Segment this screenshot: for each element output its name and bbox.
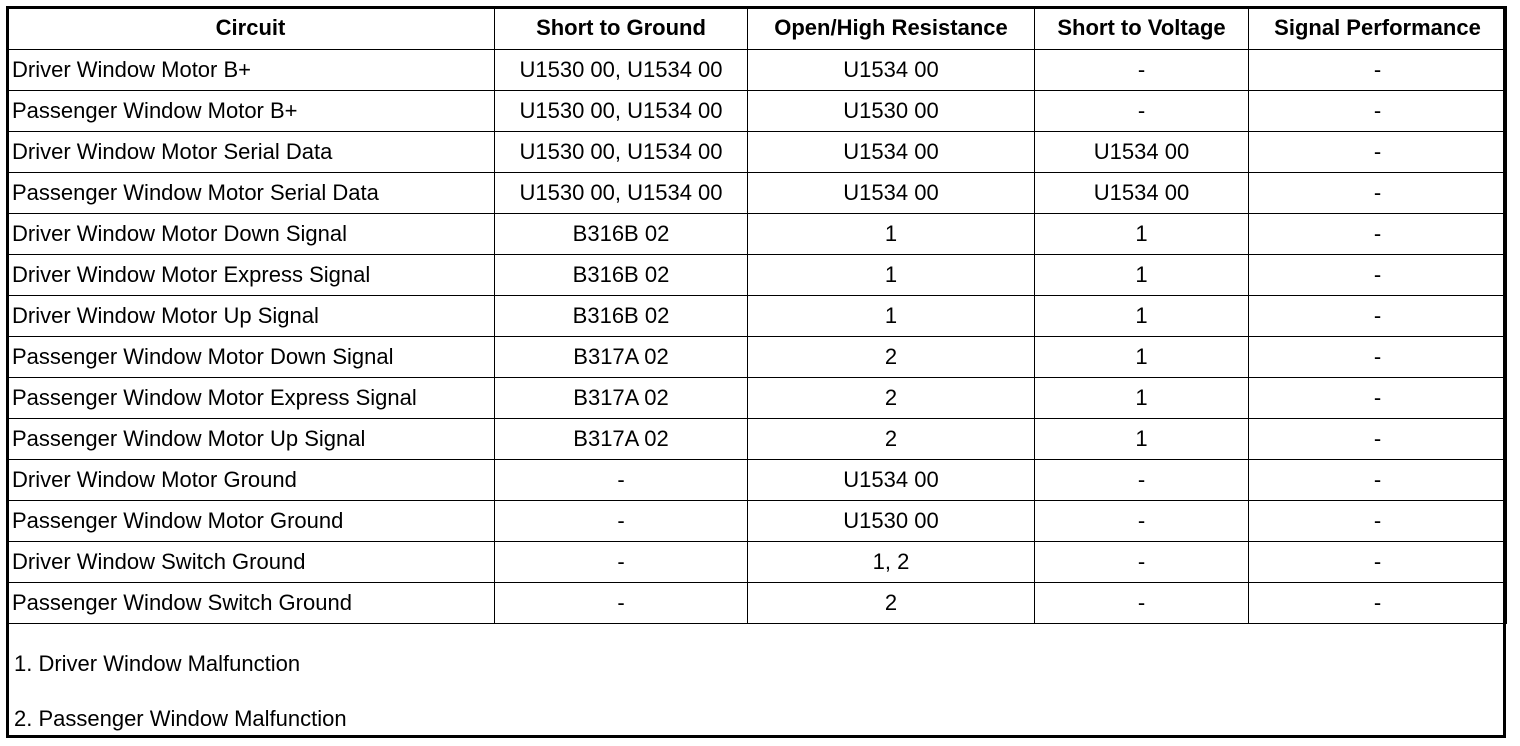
footnote-passenger-window: 2. Passenger Window Malfunction: [14, 706, 347, 731]
cell-circuit: Passenger Window Motor Up Signal: [7, 419, 495, 460]
cell-open-high-resistance: 1, 2: [748, 542, 1035, 583]
cell-signal-performance: -: [1249, 460, 1507, 501]
cell-open-high-resistance: 2: [748, 337, 1035, 378]
cell-short-to-ground: -: [495, 501, 748, 542]
cell-open-high-resistance: 1: [748, 255, 1035, 296]
cell-signal-performance: -: [1249, 501, 1507, 542]
table-row: [7, 214, 1507, 255]
cell-short-to-voltage: 1: [1035, 378, 1249, 419]
dtc-circuit-table: [6, 6, 1507, 624]
cell-short-to-voltage: 1: [1035, 419, 1249, 460]
cell-open-high-resistance: 1: [748, 214, 1035, 255]
table-row: [7, 419, 1507, 460]
cell-circuit: Driver Window Switch Ground: [7, 542, 495, 583]
cell-short-to-ground: B317A 02: [495, 378, 748, 419]
cell-short-to-ground: B316B 02: [495, 214, 748, 255]
table-row: [7, 501, 1507, 542]
cell-short-to-ground: B317A 02: [495, 419, 748, 460]
cell-circuit: Passenger Window Motor Serial Data: [7, 173, 495, 214]
cell-short-to-ground: -: [495, 542, 748, 583]
cell-open-high-resistance: U1530 00: [748, 501, 1035, 542]
table-row: [7, 542, 1507, 583]
cell-signal-performance: -: [1249, 91, 1507, 132]
table-row: [7, 173, 1507, 214]
cell-short-to-ground: U1530 00, U1534 00: [495, 50, 748, 91]
cell-short-to-voltage: -: [1035, 542, 1249, 583]
cell-short-to-ground: U1530 00, U1534 00: [495, 132, 748, 173]
table-row: [7, 132, 1507, 173]
cell-short-to-voltage: -: [1035, 501, 1249, 542]
cell-signal-performance: -: [1249, 542, 1507, 583]
cell-short-to-voltage: -: [1035, 460, 1249, 501]
cell-short-to-voltage: -: [1035, 91, 1249, 132]
cell-short-to-ground: B316B 02: [495, 255, 748, 296]
cell-circuit: Passenger Window Motor Down Signal: [7, 337, 495, 378]
footnotes: [9, 641, 1503, 735]
cell-signal-performance: -: [1249, 419, 1507, 460]
cell-short-to-ground: -: [495, 460, 748, 501]
cell-open-high-resistance: 2: [748, 583, 1035, 624]
cell-circuit: Passenger Window Motor Ground: [7, 501, 495, 542]
table-row: [7, 337, 1507, 378]
cell-short-to-voltage: U1534 00: [1035, 173, 1249, 214]
cell-short-to-voltage: -: [1035, 50, 1249, 91]
cell-circuit: Passenger Window Motor Express Signal: [7, 378, 495, 419]
table-row: [7, 583, 1507, 624]
column-header-short-to-ground: Short to Ground: [495, 7, 748, 50]
cell-signal-performance: -: [1249, 214, 1507, 255]
cell-open-high-resistance: U1534 00: [748, 460, 1035, 501]
cell-circuit: Passenger Window Switch Ground: [7, 583, 495, 624]
cell-short-to-voltage: U1534 00: [1035, 132, 1249, 173]
cell-short-to-voltage: 1: [1035, 255, 1249, 296]
header-row: [7, 7, 1507, 50]
column-header-short-to-voltage: Short to Voltage: [1035, 7, 1249, 50]
cell-signal-performance: -: [1249, 583, 1507, 624]
footnote-driver-window: 1. Driver Window Malfunction: [14, 651, 301, 676]
cell-open-high-resistance: U1534 00: [748, 173, 1035, 214]
cell-circuit: Driver Window Motor Up Signal: [7, 296, 495, 337]
cell-short-to-ground: B317A 02: [495, 337, 748, 378]
table-row: [7, 378, 1507, 419]
cell-short-to-voltage: 1: [1035, 337, 1249, 378]
cell-short-to-voltage: -: [1035, 583, 1249, 624]
cell-circuit: Driver Window Motor B+: [7, 50, 495, 91]
cell-circuit: Driver Window Motor Express Signal: [7, 255, 495, 296]
cell-signal-performance: -: [1249, 337, 1507, 378]
cell-short-to-ground: -: [495, 583, 748, 624]
cell-short-to-voltage: 1: [1035, 296, 1249, 337]
cell-signal-performance: -: [1249, 132, 1507, 173]
table-row: [7, 255, 1507, 296]
table-row: [7, 296, 1507, 337]
cell-open-high-resistance: 1: [748, 296, 1035, 337]
cell-short-to-ground: U1530 00, U1534 00: [495, 173, 748, 214]
cell-signal-performance: -: [1249, 173, 1507, 214]
cell-short-to-ground: U1530 00, U1534 00: [495, 91, 748, 132]
cell-open-high-resistance: U1534 00: [748, 132, 1035, 173]
cell-circuit: Driver Window Motor Ground: [7, 460, 495, 501]
cell-signal-performance: -: [1249, 296, 1507, 337]
cell-signal-performance: -: [1249, 255, 1507, 296]
cell-signal-performance: -: [1249, 50, 1507, 91]
cell-open-high-resistance: U1530 00: [748, 91, 1035, 132]
table-row: [7, 50, 1507, 91]
cell-short-to-voltage: 1: [1035, 214, 1249, 255]
table-row: [7, 460, 1507, 501]
table-row: [7, 91, 1507, 132]
table-body: [7, 50, 1507, 624]
cell-open-high-resistance: 2: [748, 419, 1035, 460]
cell-open-high-resistance: 2: [748, 378, 1035, 419]
cell-signal-performance: -: [1249, 378, 1507, 419]
column-header-open-high-resistance: Open/High Resistance: [748, 7, 1035, 50]
cell-short-to-ground: B316B 02: [495, 296, 748, 337]
column-header-signal-performance: Signal Performance: [1249, 7, 1507, 50]
cell-open-high-resistance: U1534 00: [748, 50, 1035, 91]
column-header-circuit: Circuit: [7, 7, 495, 50]
cell-circuit: Driver Window Motor Down Signal: [7, 214, 495, 255]
cell-circuit: Driver Window Motor Serial Data: [7, 132, 495, 173]
cell-circuit: Passenger Window Motor B+: [7, 91, 495, 132]
